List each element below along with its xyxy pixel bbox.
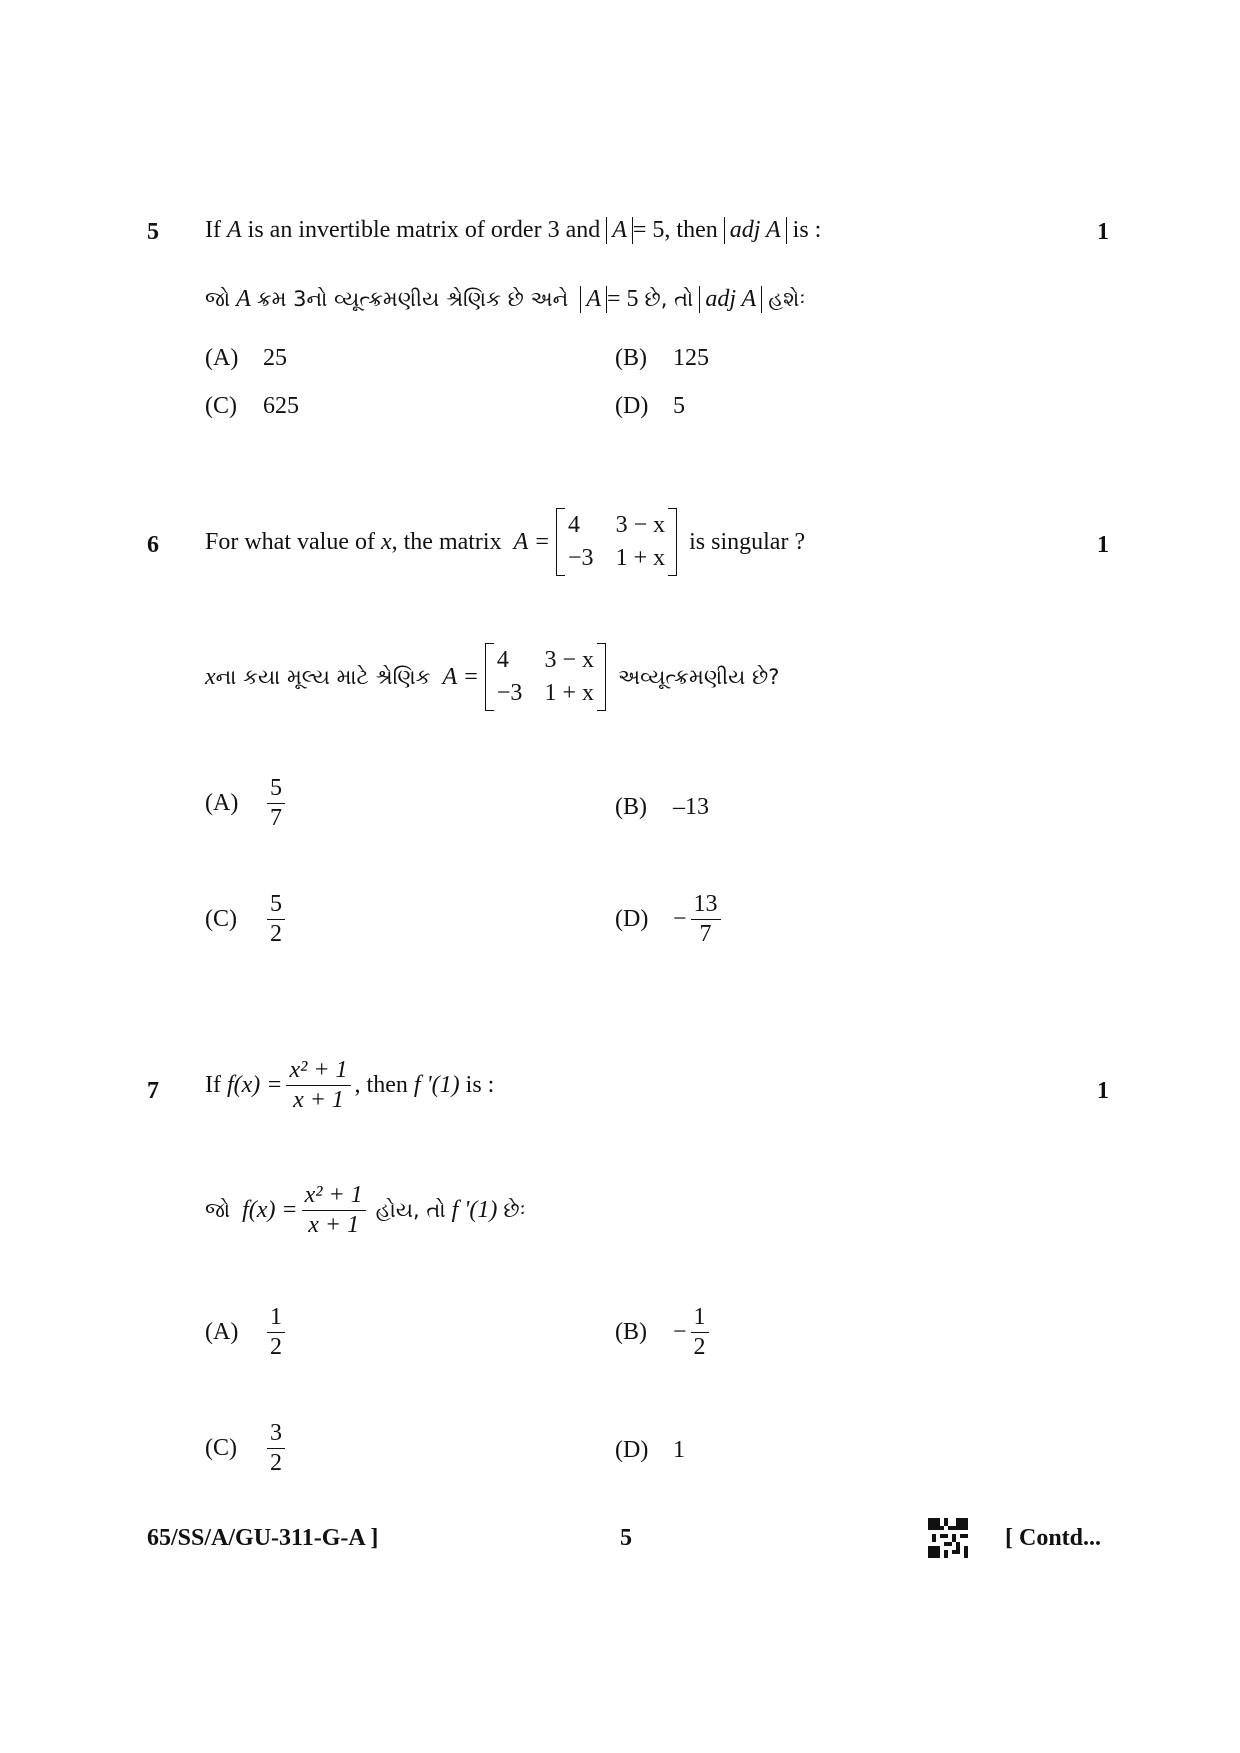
fraction-numerator: 5 xyxy=(267,776,285,804)
continued-label: [ Contd... xyxy=(1005,1525,1102,1551)
q6-option-c[interactable] xyxy=(205,892,289,947)
option-label: (D) xyxy=(615,393,649,419)
option-value: –13 xyxy=(673,794,709,820)
q6-en-matrix-name: A = xyxy=(513,528,551,555)
option-value: 625 xyxy=(263,393,299,419)
option-fraction xyxy=(267,1305,285,1360)
option-label: (B) xyxy=(615,1319,647,1346)
matrix-cell: 4 xyxy=(496,647,509,673)
fraction-numerator: x² + 1 xyxy=(302,1183,366,1211)
fraction-denominator: 2 xyxy=(270,921,282,948)
option-label: (A) xyxy=(205,345,239,371)
q5-en-var: A xyxy=(226,217,242,243)
q7-option-a[interactable] xyxy=(205,1305,289,1360)
q7-en-fp: f '(1) xyxy=(413,1072,460,1099)
matrix-cell: −3 xyxy=(496,680,523,706)
question-7-gujarati xyxy=(205,1183,526,1238)
q6-option-b[interactable] xyxy=(615,794,709,821)
q5-en-eq: = 5, then xyxy=(632,217,718,243)
option-label: (D) xyxy=(615,1437,649,1463)
q5-option-d[interactable] xyxy=(615,393,685,420)
matrix-cell: 3 − x xyxy=(544,647,594,673)
q5-gu-eq: = 5 xyxy=(607,286,639,312)
option-label: (B) xyxy=(615,794,647,820)
fraction-denominator: 2 xyxy=(270,1334,282,1361)
q7-option-b[interactable] xyxy=(615,1305,713,1360)
fraction-numerator: 13 xyxy=(691,892,721,920)
question-6-english xyxy=(205,508,805,576)
option-label: (C) xyxy=(205,393,237,419)
fraction-numerator: 3 xyxy=(267,1421,285,1449)
q6-gu-matrix-name: A = xyxy=(442,663,479,690)
q5-option-a[interactable] xyxy=(205,345,287,372)
fraction-denominator: 7 xyxy=(699,921,712,948)
fraction-numerator: 1 xyxy=(267,1305,285,1333)
option-fraction xyxy=(267,776,285,831)
question-6-gujarati xyxy=(205,643,779,711)
q5-en-det-adj: adj A xyxy=(724,217,787,244)
q7-gu-post: છેઃ xyxy=(503,1198,526,1223)
fraction-denominator: x + 1 xyxy=(308,1212,360,1239)
option-label: (C) xyxy=(205,906,237,933)
option-label: (D) xyxy=(615,906,649,933)
q5-en-post: is : xyxy=(792,217,822,243)
q7-gu-fp: f '(1) xyxy=(451,1197,498,1224)
question-7-number: 7 xyxy=(147,1078,159,1104)
option-fraction xyxy=(267,892,285,947)
question-5-english xyxy=(205,217,821,244)
q6-gu-post: અવ્યૂત્ક્રમણીય છે? xyxy=(617,664,780,689)
q7-option-c[interactable] xyxy=(205,1421,289,1476)
q5-gu-var: A xyxy=(236,286,251,312)
question-5-marks: 1 xyxy=(1097,219,1109,245)
matrix-cell: 1 + x xyxy=(615,545,666,571)
q5-en-mid: is an invertible matrix of order 3 and xyxy=(247,217,601,243)
q7-en-fx: f(x) = xyxy=(226,1072,283,1099)
q6-gu-pre: ના કયા મૂલ્ય માટે શ્રેણિક xyxy=(215,664,431,689)
matrix-cell: −3 xyxy=(568,545,594,571)
q6-option-d[interactable] xyxy=(615,892,725,947)
q6-en-matrix xyxy=(556,508,677,576)
q6-en-post: is singular ? xyxy=(689,528,806,555)
question-6-number: 6 xyxy=(147,532,159,558)
question-7-marks: 1 xyxy=(1097,1078,1109,1104)
qr-code-icon xyxy=(928,1518,968,1563)
q5-gu-pre: જો xyxy=(205,287,231,311)
q5-en-det-a: A xyxy=(606,217,633,244)
matrix-cell: 1 + x xyxy=(544,680,594,706)
q6-en-pre: For what value of xyxy=(205,528,375,555)
option-label: (A) xyxy=(205,1319,239,1346)
q6-gu-matrix xyxy=(485,643,606,711)
q5-gu-det-adj: adj A xyxy=(699,286,762,313)
option-label: (B) xyxy=(615,345,647,371)
option-fraction xyxy=(691,892,721,947)
q7-en-fraction xyxy=(286,1058,350,1113)
question-5-gujarati xyxy=(205,286,805,313)
fraction-denominator: 2 xyxy=(693,1334,706,1361)
option-label: (C) xyxy=(205,1435,237,1462)
q6-option-a[interactable] xyxy=(205,776,289,831)
option-fraction xyxy=(691,1305,709,1360)
q5-gu-det-a: A xyxy=(580,286,607,313)
q7-en-pre: If xyxy=(205,1072,221,1099)
matrix-cell: 3 − x xyxy=(615,512,666,538)
question-5-number: 5 xyxy=(147,219,159,245)
fraction-numerator: x² + 1 xyxy=(286,1058,350,1086)
q7-option-d[interactable] xyxy=(615,1437,685,1464)
q5-en-pre: If xyxy=(205,217,221,243)
q5-option-c[interactable] xyxy=(205,393,299,420)
option-value: 5 xyxy=(673,393,685,419)
fraction-denominator: 7 xyxy=(270,805,282,832)
question-6-marks: 1 xyxy=(1097,532,1109,558)
option-value: 125 xyxy=(673,345,709,371)
q7-gu-pre: જો xyxy=(205,1198,231,1223)
option-fraction xyxy=(267,1421,285,1476)
q7-gu-mid: હોય, તો xyxy=(375,1198,446,1223)
q6-en-var: x xyxy=(380,528,392,555)
q6-en-mid: , the matrix xyxy=(391,528,502,555)
q6-gu-var: x xyxy=(205,663,216,690)
q7-en-mid: , then xyxy=(354,1072,408,1099)
paper-code: 65/SS/A/GU-311-G-A ] xyxy=(147,1525,379,1551)
fraction-numerator: 5 xyxy=(267,892,285,920)
q5-gu-post: હશેઃ xyxy=(768,287,806,311)
q5-gu-mid2: છે, તો xyxy=(644,287,694,311)
matrix-cell: 4 xyxy=(568,512,581,538)
page-number: 5 xyxy=(620,1525,632,1551)
fraction-numerator: 1 xyxy=(691,1305,709,1333)
option-sign: − xyxy=(673,1319,687,1346)
q7-gu-fx: f(x) = xyxy=(242,1197,298,1224)
q7-en-post: is : xyxy=(465,1072,495,1099)
option-sign: − xyxy=(673,906,687,933)
q5-option-b[interactable] xyxy=(615,345,709,372)
fraction-denominator: 2 xyxy=(270,1450,282,1477)
question-7-english xyxy=(205,1058,494,1113)
option-label: (A) xyxy=(205,790,239,817)
option-value: 1 xyxy=(673,1437,685,1463)
option-value: 25 xyxy=(263,345,287,371)
q7-gu-fraction xyxy=(302,1183,366,1238)
fraction-denominator: x + 1 xyxy=(293,1087,344,1114)
q5-gu-mid: ક્રમ 3નો વ્યૂત્ક્રમણીય શ્રેણિક છે અને xyxy=(256,287,569,311)
